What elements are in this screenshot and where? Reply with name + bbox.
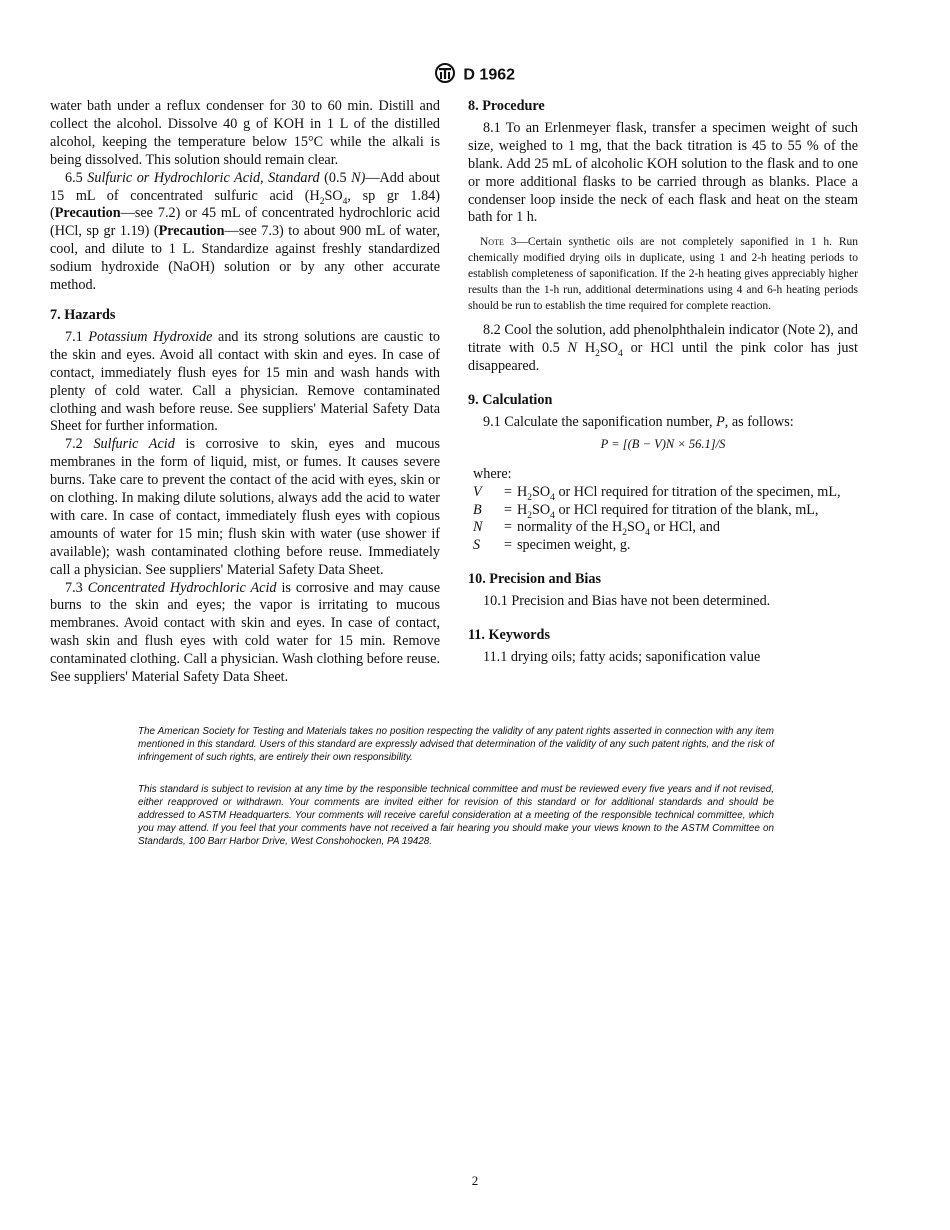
section-6-5: 6.5 Sulfuric or Hydrochloric Acid, Standard (0.5 N)—Add about 15 mL of concentrated sulfuric acid ($H_2SO_4$, sp gr 1.84) (Precaution—see 7.2) or 45 mL of concentrated hydrochloric acid (HCl, sp gr 1.19) (Precaution—see 7.3) to about 900 mL of water, cool, and dilute to 1 L. Standardize against freshly standardized sodium hydroxide (NaOH) solution or by any other accurate method. bbox=[50, 169, 440, 294]
section-9-heading: 9. Calculation bbox=[468, 392, 553, 409]
note-3: Note 3—Certain synthetic oils are not completely saponified in 1 h. Run chemically modified drying oils in duplicate, using 1 and 2-h heating periods to establish completeness of saponification. If the 2-h heating gives appreciably higher results than the 1-h run, additional determinations using 4 and 6-h heating periods should be run to establish the time required for complete reaction. bbox=[468, 236, 858, 312]
definition-row: N = normality of the $H_2SO_4$ or HCl, and bbox=[473, 519, 720, 539]
saponification-equation: P = [(B − V)N × 56.1]/S bbox=[600, 436, 726, 451]
section-11-1: 11.1 drying oils; fatty acids; saponification value bbox=[483, 649, 761, 666]
left-column bbox=[50, 98, 440, 687]
definition-row: S = specimen weight, g. bbox=[473, 537, 631, 554]
definition-row: B = $H_2SO_4$ or HCl required for titration of the blank, mL, bbox=[473, 501, 819, 521]
section-7-2: 7.2 Sulfuric Acid is corrosive to skin, eyes and mucous membranes in the form of liquid, mist, or fumes. It causes severe burns. Take care to prevent the contact of the acid with eyes, skin or on clothing. In making dilute solutions, always add the acid to water with care. In case of contact, immediately flush eyes with copious amounts of water for 15 min; flush skin with water (use shower if available); wash contaminated clothing before reuse. Immediately call a physician. See suppliers' Material Safety Data Sheet. bbox=[50, 436, 441, 578]
section-8-heading: 8. Procedure bbox=[468, 98, 545, 114]
astm-logo-icon bbox=[435, 62, 455, 89]
revision-notice: This standard is subject to revision at any time by the responsible technical committee and must be reviewed every five years and if not revised, either reapproved or withdrawn. Your comments are invited either for revision of this standard or for additional standards and should be addressed to ASTM Headquarters. Your comments will receive careful consideration at a meeting of the responsible technical committee, which you may attend. If you feel that your comments have not received a fair hearing you should make your views known to the ASTM Committee on Standards, 100 Barr Harbor Drive, West Conshohocken, PA 19428. bbox=[138, 784, 774, 848]
right-column bbox=[468, 98, 858, 667]
where-label: where: bbox=[473, 465, 512, 482]
patent-disclaimer: The American Society for Testing and Materials takes no position respecting the validity of any patent rights asserted in connection with any item mentioned in this standard. Users of this standard are expressly advised that determination of the validity of any such patent rights, and the risk of infringement of such rights, are entirely their own responsibility. bbox=[138, 726, 774, 764]
section-7-1: 7.1 Potassium Hydroxide and its strong solutions are caustic to the skin and eyes. Avoid all contact with skin and eyes. In case of contact, immediately flush eyes for 15 min and wash hands with plenty of cold water. Call a physician. Remove contaminated clothing and wash before reuse. See suppliers' Material Safety Data Sheet for further information. bbox=[50, 328, 440, 435]
section-8-2: 8.2 Cool the solution, add phenolphthalein indicator (Note 2), and titrate with 0.5 N $H_2SO_4$ or HCl until the pink color has just disappeared. bbox=[468, 322, 858, 375]
section-11-heading: 11. Keywords bbox=[468, 627, 550, 644]
standard-designation: D 1962 bbox=[463, 66, 516, 84]
section-7-3: 7.3 Concentrated Hydrochloric Acid is corrosive and may cause burns to the skin and eyes; the vapor is irritating to mucous membranes. Avoid contact with skin and eyes. In case of contact, wash skin and flush eyes with cold water for 15 min. Remove contaminated clothing. Call a physician. Wash clothing before reuse. See suppliers' Material Safety Data Sheet. bbox=[50, 579, 440, 686]
page-number: 2 bbox=[471, 1173, 479, 1188]
section-6-5-continued: water bath under a reflux condenser for 30 to 60 min. Distill and collect the alcohol. Dissolve 40 g of KOH in 1 L of the distilled alcohol, keeping the temperature below 15°C while the alkali is being dissolved. This solution should remain clear. bbox=[50, 98, 440, 168]
section-9-1: 9.1 Calculate the saponification number, P, as follows: bbox=[483, 413, 794, 430]
definition-row: V = $H_2SO_4$ or HCl required for titration of the specimen, mL, bbox=[473, 483, 841, 503]
section-10-heading: 10. Precision and Bias bbox=[468, 571, 601, 588]
page-header bbox=[0, 62, 950, 89]
section-8-1: 8.1 To an Erlenmeyer flask, transfer a specimen weight of such size, weighed to 1 mg, that the back titration is 45 to 55 % of the blank. Add 25 mL of alcoholic KOH solution to the flask and to one or more additional flasks to be carried through as blanks. Place a condenser loop inside the neck of each flask and heat on the steam bath for 1 h. bbox=[468, 119, 858, 226]
section-10-1: 10.1 Precision and Bias have not been determined. bbox=[483, 593, 771, 610]
variable-definitions bbox=[473, 484, 857, 556]
section-7-heading: 7. Hazards bbox=[50, 306, 116, 323]
